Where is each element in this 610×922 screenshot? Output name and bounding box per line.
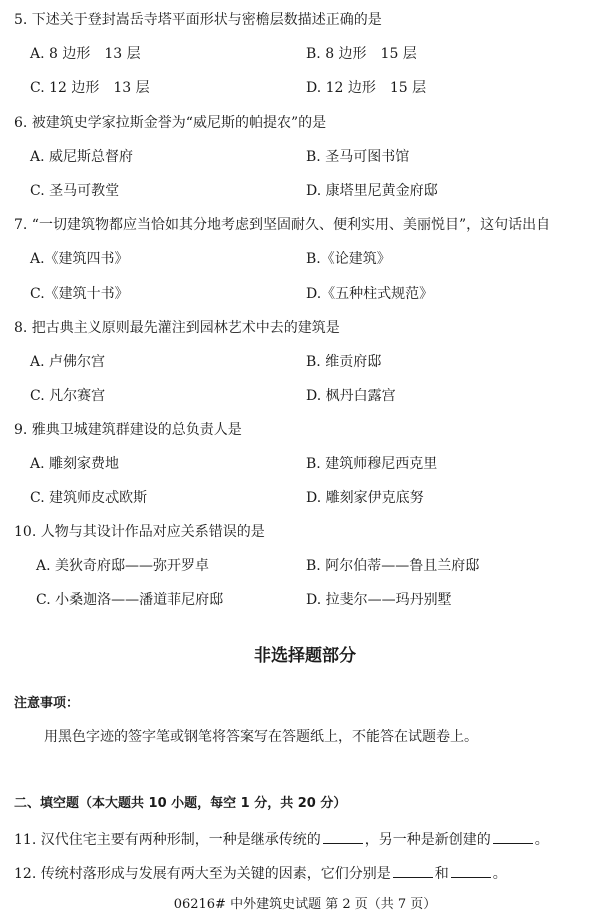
question-7-option-b: B.《论建筑》 [306, 251, 391, 267]
question-10-option-d: D. 拉斐尔——玛丹别墅 [306, 592, 452, 608]
question-8-option-a: A. 卢佛尔宫 [30, 354, 106, 370]
question-9-option-b: B. 建筑师穆尼西克里 [306, 456, 438, 472]
question-9-stem: 9. 雅典卫城建筑群建设的总负责人是 [14, 422, 242, 438]
question-7-option-d: D.《五种柱式规范》 [306, 286, 434, 302]
question-7-stem: 7. “一切建筑物都应当恰如其分地考虑到坚固耐久、便利实用、美丽悦目”，这句话出自 [14, 217, 551, 233]
notice-heading: 注意事项： [14, 696, 80, 711]
question-12-text-a: 12. 传统村落形成与发展有两大至为关键的因素，它们分别是 [14, 866, 391, 882]
question-12-text-b: 和 [434, 866, 449, 882]
answer-blank [393, 863, 433, 878]
question-11 [14, 829, 549, 849]
question-5-option-d: D. 12 边形 15 层 [306, 80, 427, 96]
page-footer: 06216# 中外建筑史试题 第 2 页（共 7 页） [173, 897, 437, 912]
question-10-option-b: B. 阿尔伯蒂——鲁且兰府邸 [306, 558, 480, 574]
question-6-stem: 6. 被建筑史学家拉斯金誉为“威尼斯的帕提农”的是 [14, 115, 327, 131]
question-5-option-c: C. 12 边形 13 层 [30, 80, 150, 96]
answer-blank [493, 829, 533, 844]
fill-section-heading: 二、填空题（本大题共 10 小题，每空 1 分，共 20 分） [14, 796, 347, 811]
question-7-option-c: C.《建筑十书》 [30, 286, 129, 302]
question-11-text-b: ，另一种是新创建的 [364, 832, 491, 848]
question-12-text-c: 。 [492, 866, 507, 882]
question-9-option-c: C. 建筑师皮忒欧斯 [30, 490, 148, 506]
question-9-option-d: D. 雕刻家伊克底努 [306, 490, 424, 506]
question-10-option-a: A. 美狄奇府邸——弥开罗卓 [36, 558, 210, 574]
question-7-option-a: A.《建筑四书》 [30, 251, 129, 267]
question-8-stem: 8. 把古典主义原则最先灌注到园林艺术中去的建筑是 [14, 320, 340, 336]
question-10-option-c: C. 小桑迦洛——潘道菲尼府邸 [36, 592, 224, 608]
question-8-option-c: C. 凡尔赛宫 [30, 388, 106, 404]
question-11-text-a: 11. 汉代住宅主要有两种形制，一种是继承传统的 [14, 832, 321, 848]
notice-body: 用黑色字迹的签字笔或钢笔将答案写在答题纸上，不能答在试题卷上。 [44, 729, 478, 745]
question-5-option-a: A. 8 边形 13 层 [30, 46, 141, 62]
question-6-option-a: A. 威尼斯总督府 [30, 149, 134, 165]
question-10-stem: 10. 人物与其设计作品对应关系错误的是 [14, 524, 265, 540]
question-9-option-a: A. 雕刻家费地 [30, 456, 120, 472]
question-6-option-d: D. 康塔里尼黄金府邸 [306, 183, 438, 199]
answer-blank [323, 829, 363, 844]
question-12 [14, 863, 507, 883]
answer-blank [451, 863, 491, 878]
question-8-option-d: D. 枫丹白露宫 [306, 388, 396, 404]
question-5-option-b: B. 8 边形 15 层 [306, 46, 417, 62]
question-11-text-c: 。 [534, 832, 549, 848]
section-title: 非选择题部分 [254, 646, 356, 666]
question-5-stem: 5. 下述关于登封嵩岳寺塔平面形状与密檐层数描述正确的是 [14, 12, 382, 28]
question-8-option-b: B. 维贡府邸 [306, 354, 382, 370]
question-6-option-c: C. 圣马可教堂 [30, 183, 120, 199]
question-6-option-b: B. 圣马可图书馆 [306, 149, 410, 165]
